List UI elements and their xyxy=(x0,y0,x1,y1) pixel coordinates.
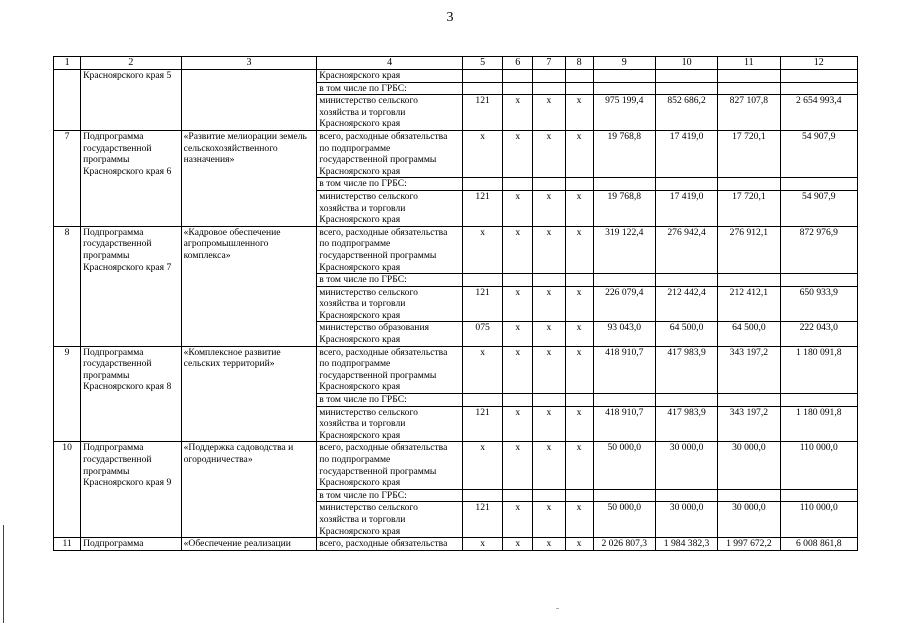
table-cell xyxy=(533,178,565,191)
value-2020: 417 983,9 xyxy=(655,346,717,393)
value-2019: 226 079,4 xyxy=(593,286,655,322)
cell-line: хозяйства и торговли xyxy=(319,418,406,430)
table-cell: х xyxy=(503,442,533,489)
value-2021: 1 997 672,2 xyxy=(718,538,780,551)
table-cell: х xyxy=(533,226,565,273)
cell-line: хозяйства и торговли xyxy=(319,298,406,310)
table-cell xyxy=(780,274,857,287)
subprogram-goal xyxy=(181,130,317,226)
table-cell xyxy=(655,70,717,83)
value-2019: 93 043,0 xyxy=(593,322,655,346)
table-cell: х xyxy=(533,322,565,346)
value-total: 54 907,9 xyxy=(780,130,857,177)
row-number: 9 xyxy=(54,346,81,442)
cell-line: программы xyxy=(83,465,130,477)
value-2020: 276 942,4 xyxy=(655,226,717,273)
table-cell: х xyxy=(533,502,565,538)
grbs-code: 121 xyxy=(463,502,503,538)
scan-edge-mark xyxy=(3,525,4,623)
table-cell: х xyxy=(463,538,503,551)
table-cell: х xyxy=(463,346,503,393)
ministry-label xyxy=(317,95,463,131)
header-cell: 5 xyxy=(463,57,503,70)
table-cell xyxy=(565,178,593,191)
table-cell xyxy=(780,70,857,83)
value-total: 2 654 993,4 xyxy=(780,95,857,131)
cell-line: Красноярского края xyxy=(319,381,401,393)
cell-line: «Комплексное развитие xyxy=(183,346,281,358)
cell-line: Красноярского края xyxy=(319,477,401,489)
subprogram-goal xyxy=(181,346,317,442)
table-cell: х xyxy=(503,130,533,177)
value-2019: 418 910,7 xyxy=(593,406,655,442)
value-total: 1 180 091,8 xyxy=(780,406,857,442)
cell-line: по подпрограмме xyxy=(319,454,391,465)
cell-line: министерство сельского xyxy=(319,286,418,298)
table-cell xyxy=(593,82,655,95)
cell-line: Красноярского края xyxy=(319,429,401,441)
table-row xyxy=(54,538,858,551)
table-cell: х xyxy=(503,346,533,393)
header-cell: 8 xyxy=(565,57,593,70)
cell-line: государственной программы xyxy=(319,154,437,166)
cell-line: министерство сельского xyxy=(319,406,418,418)
expense-label: Красноярского края xyxy=(317,70,463,83)
cell-line: по подпрограмме xyxy=(319,142,391,154)
subprogram-goal xyxy=(181,70,317,131)
table-cell: х xyxy=(533,95,565,131)
value-2020: 1 984 382,3 xyxy=(655,538,717,551)
grbs-label: в том числе по ГРБС: xyxy=(317,178,463,191)
value-2021: 17 720,1 xyxy=(718,130,780,177)
cell-line: Красноярского края xyxy=(319,309,401,321)
table-cell xyxy=(780,82,857,95)
value-2019: 19 768,8 xyxy=(593,190,655,226)
table-cell xyxy=(503,394,533,407)
grbs-code: 075 xyxy=(463,322,503,346)
value-total: 222 043,0 xyxy=(780,322,857,346)
grbs-label: в том числе по ГРБС: xyxy=(317,82,463,95)
value-2020: 852 686,2 xyxy=(655,95,717,131)
cell-line: Красноярского края 6 xyxy=(83,165,172,177)
cell-line: министерство сельского xyxy=(319,95,418,107)
table-cell xyxy=(503,489,533,502)
row-number: 10 xyxy=(54,442,81,538)
table-cell xyxy=(565,489,593,502)
budget-table xyxy=(53,56,858,551)
header-cell: 3 xyxy=(181,57,317,70)
grbs-code: 121 xyxy=(463,406,503,442)
table-cell xyxy=(533,489,565,502)
table-cell xyxy=(593,394,655,407)
cell-line: хозяйства и торговли xyxy=(319,513,406,525)
value-2021: 212 412,1 xyxy=(718,286,780,322)
cell-line: сельскохозяйственного xyxy=(183,142,278,154)
row-number: 8 xyxy=(54,226,81,346)
expense-label xyxy=(317,226,463,273)
value-2021: 827 107,8 xyxy=(718,95,780,131)
table-cell: х xyxy=(463,130,503,177)
value-2021: 30 000,0 xyxy=(718,502,780,538)
value-2020: 30 000,0 xyxy=(655,442,717,489)
ministry-label xyxy=(317,322,463,346)
table-cell xyxy=(593,70,655,83)
value-2019: 319 122,4 xyxy=(593,226,655,273)
value-2019: 19 768,8 xyxy=(593,130,655,177)
subprogram-name: Красноярского края 5 xyxy=(81,70,182,131)
value-2019: 50 000,0 xyxy=(593,502,655,538)
subprogram-goal xyxy=(181,226,317,346)
subprogram-name xyxy=(81,226,182,346)
value-total: 6 008 861,8 xyxy=(780,538,857,551)
cell-line: всего, расходные обязательства xyxy=(319,226,448,238)
table-cell xyxy=(718,274,780,287)
cell-line: министерство сельского xyxy=(319,502,418,514)
expense-label xyxy=(317,130,463,177)
value-2021: 30 000,0 xyxy=(718,442,780,489)
cell-line: комплекса» xyxy=(183,249,231,261)
cell-line: хозяйства и торговли xyxy=(319,106,406,118)
value-total: 110 000,0 xyxy=(780,442,857,489)
cell-line: по подпрограмме xyxy=(319,358,391,370)
value-2019: 2 026 807,3 xyxy=(593,538,655,551)
grbs-code: 121 xyxy=(463,286,503,322)
table-cell xyxy=(533,274,565,287)
cell-line: «Кадровое обеспечение xyxy=(183,226,281,238)
cell-line: государственной программы xyxy=(319,369,437,381)
cell-line: всего, расходные обязательства xyxy=(319,442,448,454)
table-cell xyxy=(718,82,780,95)
subprogram-name xyxy=(81,346,182,442)
value-2020: 212 442,4 xyxy=(655,286,717,322)
table-cell: х xyxy=(503,190,533,226)
row-number: 11 xyxy=(54,538,81,551)
table-cell: х xyxy=(503,95,533,131)
scan-speck xyxy=(556,608,559,609)
cell-line: Красноярского края 7 xyxy=(83,261,172,273)
table-cell: х xyxy=(533,286,565,322)
header-cell: 2 xyxy=(81,57,182,70)
value-2020: 30 000,0 xyxy=(655,502,717,538)
table-row xyxy=(54,442,858,489)
cell-line: государственной xyxy=(83,238,152,250)
table-cell xyxy=(503,178,533,191)
table-cell: х xyxy=(565,226,593,273)
table-cell xyxy=(718,178,780,191)
row-number: 7 xyxy=(54,130,81,226)
table-cell: х xyxy=(565,502,593,538)
grbs-label: в том числе по ГРБС: xyxy=(317,489,463,502)
table-row xyxy=(54,226,858,273)
header-cell: 9 xyxy=(593,57,655,70)
value-2020: 64 500,0 xyxy=(655,322,717,346)
value-2019: 50 000,0 xyxy=(593,442,655,489)
table-row xyxy=(54,70,858,83)
ministry-label xyxy=(317,406,463,442)
header-cell: 7 xyxy=(533,57,565,70)
value-2021: 343 197,2 xyxy=(718,346,780,393)
cell-line: огородничества» xyxy=(183,454,253,465)
value-2021: 17 720,1 xyxy=(718,190,780,226)
cell-line: сельских территорий» xyxy=(183,358,275,370)
value-2019: 418 910,7 xyxy=(593,346,655,393)
table-cell xyxy=(780,489,857,502)
cell-line: Красноярского края xyxy=(319,334,401,346)
cell-line: всего, расходные обязательства xyxy=(319,130,448,142)
cell-line: министерство сельского xyxy=(319,190,418,202)
table-cell xyxy=(655,178,717,191)
table-cell xyxy=(780,394,857,407)
value-2020: 17 419,0 xyxy=(655,190,717,226)
table-cell xyxy=(780,178,857,191)
header-cell: 6 xyxy=(503,57,533,70)
table-cell xyxy=(655,489,717,502)
cell-line: «Поддержка садоводства и xyxy=(183,442,294,454)
grbs-code: 121 xyxy=(463,95,503,131)
table-cell xyxy=(533,70,565,83)
subprogram-name: Подпрограмма xyxy=(81,538,182,551)
table-row xyxy=(54,130,858,177)
value-2021: 276 912,1 xyxy=(718,226,780,273)
table-cell xyxy=(463,394,503,407)
table-cell: х xyxy=(503,286,533,322)
cell-line: Красноярского края 8 xyxy=(83,381,172,393)
header-cell: 12 xyxy=(780,57,857,70)
table-cell xyxy=(655,274,717,287)
table-cell: х xyxy=(565,95,593,131)
value-total: 650 933,9 xyxy=(780,286,857,322)
table-cell xyxy=(565,70,593,83)
header-cell: 11 xyxy=(718,57,780,70)
cell-line: программы xyxy=(83,249,130,261)
table-cell: х xyxy=(565,130,593,177)
table-cell: х xyxy=(503,538,533,551)
value-2021: 64 500,0 xyxy=(718,322,780,346)
cell-line: программы xyxy=(83,154,130,166)
cell-line: министерство образования xyxy=(319,322,429,334)
cell-line: всего, расходные обязательства xyxy=(319,346,448,358)
value-total: 1 180 091,8 xyxy=(780,346,857,393)
cell-line: хозяйства и торговли xyxy=(319,202,406,214)
table-cell: х xyxy=(533,406,565,442)
table-cell xyxy=(655,82,717,95)
table-cell: х xyxy=(533,190,565,226)
cell-line: Подпрограмма xyxy=(83,346,144,358)
table-cell xyxy=(463,489,503,502)
table-cell xyxy=(593,178,655,191)
table-cell: х xyxy=(565,286,593,322)
value-2019: 975 199,4 xyxy=(593,95,655,131)
subprogram-name xyxy=(81,442,182,538)
cell-line: Подпрограмма xyxy=(83,226,144,238)
value-2020: 17 419,0 xyxy=(655,130,717,177)
value-2021: 343 197,2 xyxy=(718,406,780,442)
subprogram-goal xyxy=(181,442,317,538)
value-total: 54 907,9 xyxy=(780,190,857,226)
cell-line: Подпрограмма xyxy=(83,442,144,454)
table-cell: х xyxy=(503,226,533,273)
subprogram-name xyxy=(81,130,182,226)
table-cell: х xyxy=(565,322,593,346)
table-cell: х xyxy=(565,442,593,489)
ministry-label xyxy=(317,286,463,322)
cell-line: государственной программы xyxy=(319,249,437,261)
expense-label: всего, расходные обязательства xyxy=(317,538,463,551)
table-cell xyxy=(533,82,565,95)
table-cell xyxy=(718,489,780,502)
table-cell xyxy=(463,274,503,287)
table-cell: х xyxy=(565,190,593,226)
cell-line: Красноярского края xyxy=(319,165,401,177)
header-cell: 1 xyxy=(54,57,81,70)
ministry-label xyxy=(317,190,463,226)
table-cell: х xyxy=(533,130,565,177)
table-cell: х xyxy=(533,346,565,393)
expense-label xyxy=(317,442,463,489)
table-cell: х xyxy=(565,538,593,551)
table-cell: х xyxy=(533,538,565,551)
header-cell: 4 xyxy=(317,57,463,70)
table-cell: х xyxy=(503,502,533,538)
table-cell xyxy=(565,274,593,287)
table-cell xyxy=(463,82,503,95)
header-row xyxy=(54,57,858,70)
table-cell xyxy=(463,178,503,191)
cell-line: государственной xyxy=(83,454,152,465)
cell-line: Подпрограмма xyxy=(83,130,144,142)
cell-line: агропромышленного xyxy=(183,238,269,250)
header-cell: 10 xyxy=(655,57,717,70)
table-row xyxy=(54,346,858,393)
table-cell xyxy=(718,394,780,407)
table-cell xyxy=(718,70,780,83)
page-number: 3 xyxy=(446,10,454,25)
cell-line: Красноярского края 9 xyxy=(83,477,172,489)
value-total: 872 976,9 xyxy=(780,226,857,273)
cell-line: назначения» xyxy=(183,154,235,166)
cell-line: программы xyxy=(83,369,130,381)
table-cell: х xyxy=(533,442,565,489)
table-cell: х xyxy=(565,406,593,442)
table-cell: х xyxy=(565,346,593,393)
table-cell xyxy=(593,274,655,287)
cell-line: Красноярского края xyxy=(319,214,401,226)
cell-line: Красноярского края xyxy=(319,525,401,537)
table-cell: х xyxy=(503,406,533,442)
table-cell: х xyxy=(463,442,503,489)
table-cell xyxy=(565,394,593,407)
value-total: 110 000,0 xyxy=(780,502,857,538)
table-cell xyxy=(503,70,533,83)
value-2020: 417 983,9 xyxy=(655,406,717,442)
cell-line: Красноярского края xyxy=(319,261,401,273)
expense-label xyxy=(317,346,463,393)
table-cell xyxy=(533,394,565,407)
cell-line: «Развитие мелиорации земель xyxy=(183,130,307,142)
cell-line: государственной программы xyxy=(319,465,437,477)
table-cell xyxy=(463,70,503,83)
cell-line: по подпрограмме xyxy=(319,238,391,250)
table-cell xyxy=(503,82,533,95)
grbs-label: в том числе по ГРБС: xyxy=(317,274,463,287)
cell-line: государственной xyxy=(83,142,152,154)
table-cell xyxy=(503,274,533,287)
table-cell xyxy=(565,82,593,95)
table-cell: х xyxy=(503,322,533,346)
grbs-label: в том числе по ГРБС: xyxy=(317,394,463,407)
cell-line: Красноярского края xyxy=(319,118,401,130)
table-cell: х xyxy=(463,226,503,273)
cell-line: государственной xyxy=(83,358,152,370)
grbs-code: 121 xyxy=(463,190,503,226)
table-cell xyxy=(655,394,717,407)
ministry-label xyxy=(317,502,463,538)
row-number xyxy=(54,70,81,131)
subprogram-goal: «Обеспечение реализации xyxy=(181,538,317,551)
table-cell xyxy=(593,489,655,502)
